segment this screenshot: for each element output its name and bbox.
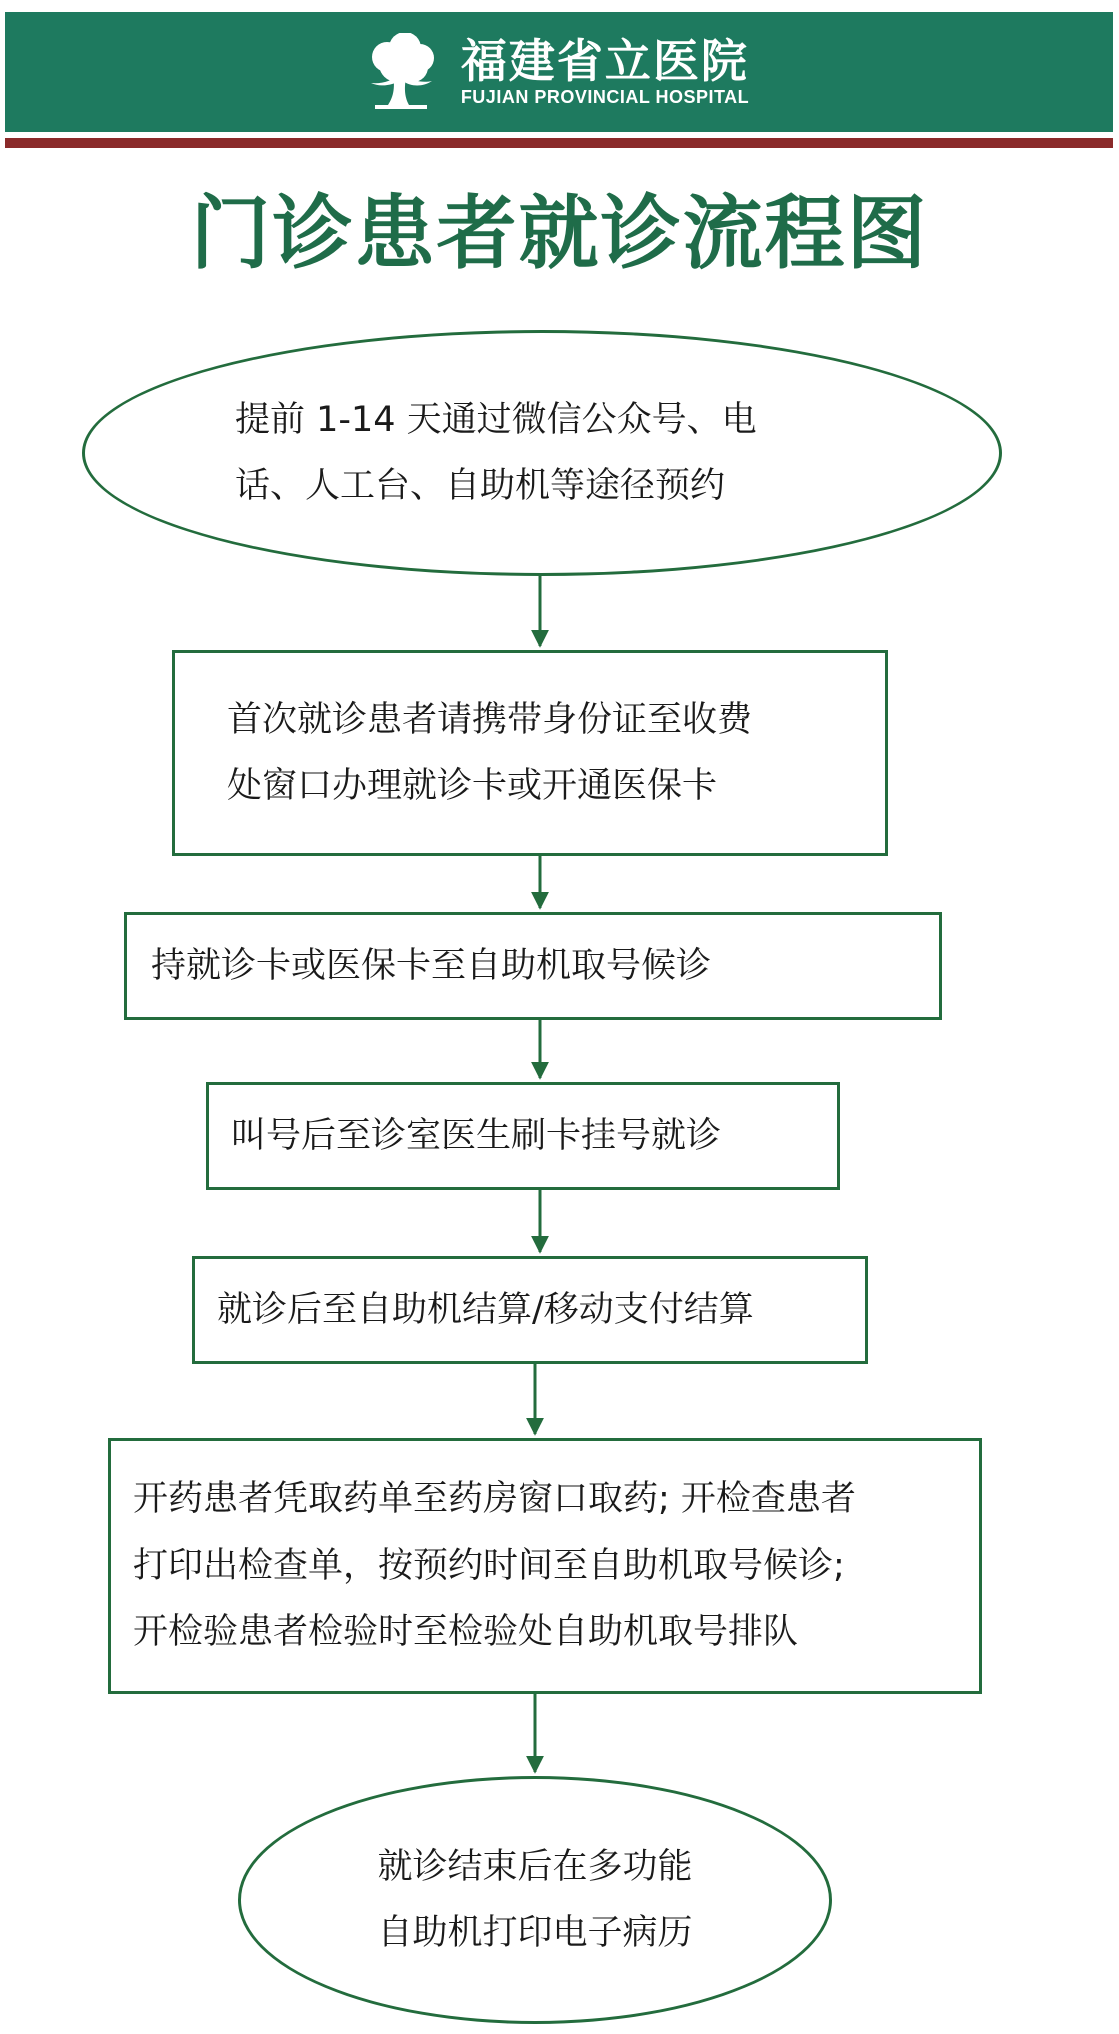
flow-step-text: 打印出检查单，按预约时间至自助机取号候诊; (133, 1545, 845, 1586)
flow-step-text: 自助机打印电子病历 (377, 1913, 693, 1953)
flow-step-print-record (238, 1776, 832, 2024)
flow-step-get-number (124, 912, 942, 1020)
hospital-name (460, 34, 750, 107)
flow-step-followup (108, 1438, 982, 1694)
header-divider (5, 138, 1113, 148)
flow-step-text: 开药患者凭取药单至药房窗口取药; 开检查患者 (133, 1479, 856, 1520)
flow-step-text: 提前 1-14 天通过微信公众号、电 (235, 399, 757, 440)
hospital-logo (357, 33, 749, 111)
flow-step-text: 叫号后至诊室医生刷卡挂号就诊 (231, 1115, 722, 1156)
flow-step-appointment (82, 330, 1002, 576)
flow-step-text: 首次就诊患者请携带身份证至收费 (227, 699, 753, 740)
flow-step-text: 就诊后至自助机结算/移动支付结算 (217, 1289, 754, 1330)
hospital-name-en: FUJIAN PROVINCIAL HOSPITAL (460, 87, 750, 107)
flow-step-payment (192, 1256, 868, 1364)
flow-step-consultation (206, 1082, 840, 1190)
flow-step-text: 持就诊卡或医保卡至自助机取号候诊 (151, 945, 712, 986)
flow-step-text: 话、人工台、自助机等途径预约 (235, 466, 726, 506)
flow-step-text: 处窗口办理就诊卡或开通医保卡 (227, 766, 718, 806)
hospital-header (5, 12, 1113, 132)
flow-step-text: 就诊结束后在多功能 (377, 1846, 693, 1887)
tree-icon (357, 33, 445, 111)
flow-step-text: 开检验患者检验时至检验处自助机取号排队 (133, 1612, 799, 1653)
flow-step-first-visit (172, 650, 888, 856)
hospital-name-cn: 福建省立医院 (460, 34, 749, 88)
page-title: 门诊患者就诊流程图 (190, 187, 929, 280)
